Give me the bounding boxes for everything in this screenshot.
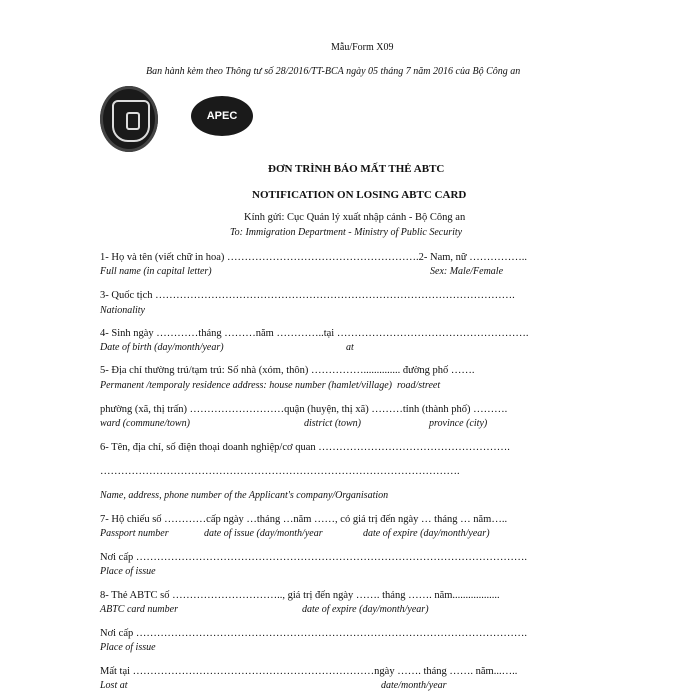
field-4-vi: 4- Sinh ngày …………tháng ………năm …………..tại ………………………………………………. xyxy=(100,328,529,339)
field-7-en-issue: date of issue (day/month/year xyxy=(204,528,323,539)
field-6-dots: …………………………………………………………………………………………. xyxy=(100,466,460,477)
apec-logo: APEC xyxy=(191,96,253,136)
field-3-vi: 3- Quốc tịch …………………………………………………………………………………………. xyxy=(100,290,515,301)
recipient-vi: Kính gửi: Cục Quản lý xuất nhập cảnh - Bộ Công an xyxy=(244,212,466,223)
title-en: NOTIFICATION ON LOSING ABTC CARD xyxy=(252,189,467,201)
field-9-en-date: date/month/year xyxy=(381,680,447,691)
field-3-en: Nationality xyxy=(100,305,145,316)
field-7b-vi: Nơi cấp …………………………………………………………………………………………………. xyxy=(100,552,527,563)
field-9-vi: Mất tại ……………………………………………………………ngày ……. tháng ……. năm...….. xyxy=(100,666,518,677)
field-8b-vi: Nơi cấp …………………………………………………………………………………………………. xyxy=(100,628,527,639)
field-7-en-passport: Passport number xyxy=(100,528,169,539)
field-5b-en-ward: ward (commune/town) xyxy=(100,418,190,429)
field-4-en-at: at xyxy=(346,342,354,353)
field-1-vi: 1- Họ và tên (viết chữ in hoa) ……………………………………………….2- Nam, nữ …………….. xyxy=(100,252,527,263)
field-7-en-expire: date of expire (day/month/year) xyxy=(363,528,490,539)
recipient-en: To: Immigration Department - Ministry of Public Security xyxy=(230,227,463,238)
issued-by-text: Ban hành kèm theo Thông tư số 28/2016/TT-BCA ngày 05 tháng 7 năm 2016 của Bộ Công an xyxy=(146,66,521,77)
field-7-vi: 7- Hộ chiếu số …………cấp ngày …tháng …năm ……, có giá trị đến ngày … tháng … năm….. xyxy=(100,514,508,525)
ministry-seal-logo xyxy=(100,86,158,152)
field-5b-en-province: province (city) xyxy=(429,418,488,429)
field-9-en-lost: Lost at xyxy=(100,680,128,691)
field-7b-en: Place of issue xyxy=(100,566,156,577)
field-4-en-dob: Date of birth (day/month/year) xyxy=(100,342,224,353)
field-5-vi: 5- Địa chỉ thường trú/tạm trú: Số nhà (xóm, thôn) …………….............. đường phố ……. xyxy=(100,365,475,376)
field-8b-en: Place of issue xyxy=(100,642,156,653)
field-5-en: Permanent /temporaly residence address: house number (hamlet/village) road/street xyxy=(100,380,441,391)
field-6-vi: 6- Tên, địa chỉ, số điện thoại doanh nghiệp/cơ quan ………………………………………………. xyxy=(100,442,510,453)
field-5b-vi: phường (xã, thị trấn) ………………………quận (huyện, thị xã) ………tỉnh (thành phố) ………. xyxy=(100,404,508,415)
field-8-en-expire: date of expire (day/month/year) xyxy=(302,604,429,615)
field-5b-en-district: district (town) xyxy=(304,418,361,429)
field-1-en-sex: Sex: Male/Female xyxy=(430,266,504,277)
field-6-en: Name, address, phone number of the Applicant's company/Organisation xyxy=(100,490,389,501)
field-8-en-card: ABTC card number xyxy=(100,604,178,615)
field-1-en-name: Full name (in capital letter) xyxy=(100,266,212,277)
form-code: Mẫu/Form X09 xyxy=(331,42,394,53)
field-8-vi: 8- Thẻ ABTC số ………………………….., giá trị đến ngày ……. tháng ……. năm.................. xyxy=(100,590,500,601)
title-vi: ĐƠN TRÌNH BÁO MẤT THẺ ABTC xyxy=(268,163,445,175)
